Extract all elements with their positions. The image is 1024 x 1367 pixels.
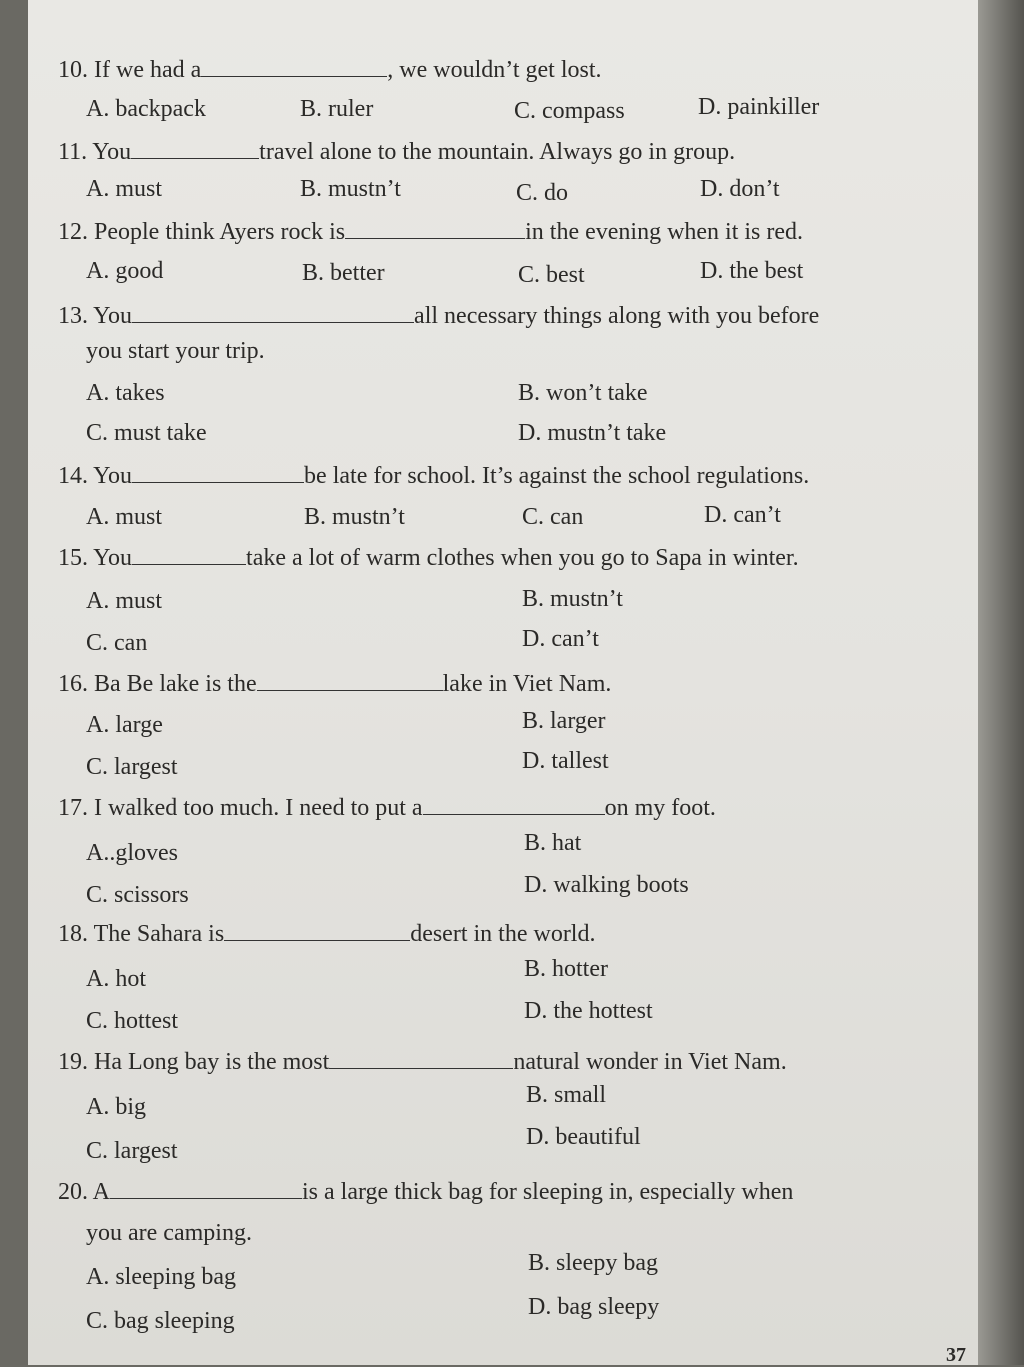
option: A. big: [86, 1094, 146, 1120]
answer-blank: [132, 302, 414, 323]
question-14: 14. You be late for school. It’s against the school regulations.: [58, 463, 810, 489]
option: C. scissors: [86, 882, 189, 908]
worksheet-page: [28, 0, 978, 1365]
question-10: 10. If we had a , we wouldn’t get lost.: [58, 57, 602, 83]
answer-blank: [329, 1048, 513, 1069]
question-13: 13. You all necessary things along with you before: [58, 303, 820, 329]
page-number: 37: [946, 1344, 966, 1366]
option: D. tallest: [522, 748, 609, 774]
answer-blank: [257, 670, 443, 691]
option: C. must take: [86, 420, 207, 446]
option: A. hot: [86, 966, 146, 992]
question-19: 19. Ha Long bay is the most natural wonder in Viet Nam.: [58, 1049, 787, 1075]
option: D. don’t: [700, 176, 780, 202]
answer-blank: [131, 138, 259, 159]
option: A. sleeping bag: [86, 1264, 236, 1290]
option: B. hotter: [524, 956, 608, 982]
option: B. mustn’t: [522, 586, 623, 612]
option: A. must: [86, 588, 163, 614]
option: B. hat: [524, 830, 582, 856]
option: B. mustn’t: [300, 176, 401, 202]
option: A. must: [86, 504, 163, 530]
page-edge-shadow: [978, 0, 1024, 1365]
answer-blank: [201, 56, 387, 77]
option: A. good: [86, 258, 164, 284]
option: D. painkiller: [698, 94, 820, 120]
option: C. compass: [514, 98, 625, 124]
option: A. backpack: [86, 96, 206, 122]
option: C. hottest: [86, 1008, 179, 1034]
option: D. the hottest: [524, 998, 653, 1024]
option: C. largest: [86, 754, 178, 780]
option: B. mustn’t: [304, 504, 405, 530]
option: D. bag sleepy: [528, 1294, 660, 1320]
answer-blank: [110, 1178, 302, 1199]
option: B. ruler: [300, 96, 374, 122]
answer-blank: [224, 920, 410, 941]
option: D. the best: [700, 258, 804, 284]
answer-blank: [132, 544, 246, 565]
option: C. bag sleeping: [86, 1308, 235, 1334]
option: B. won’t take: [518, 380, 648, 406]
question-15: 15. You take a lot of warm clothes when you go to Sapa in winter.: [58, 545, 799, 571]
option: A. large: [86, 712, 163, 738]
option: D. can’t: [522, 626, 599, 652]
answer-blank: [132, 462, 304, 483]
answer-blank: [423, 794, 605, 815]
option: D. mustn’t take: [518, 420, 667, 446]
question-20: 20. A is a large thick bag for sleeping in, especially when: [58, 1179, 794, 1205]
option: B. small: [526, 1082, 607, 1108]
option: B. larger: [522, 708, 606, 734]
option: A. takes: [86, 380, 165, 406]
option: C. can: [86, 630, 148, 656]
option: D. beautiful: [526, 1124, 641, 1150]
answer-blank: [345, 218, 525, 239]
option: C. do: [516, 180, 569, 206]
option: C. best: [518, 262, 585, 288]
option: D. walking boots: [524, 872, 689, 898]
option: A. must: [86, 176, 163, 202]
option: B. sleepy bag: [528, 1250, 658, 1276]
question-11: 11. You travel alone to the mountain. Always go in group.: [58, 139, 736, 165]
question-13-continuation: you start your trip.: [86, 338, 265, 364]
question-20-continuation: you are camping.: [86, 1220, 252, 1246]
question-12: 12. People think Ayers rock is in the evening when it is red.: [58, 219, 804, 245]
option: C. can: [522, 504, 584, 530]
question-18: 18. The Sahara is desert in the world.: [58, 921, 596, 947]
option: A..gloves: [86, 840, 178, 866]
option: B. better: [302, 260, 385, 286]
option: C. largest: [86, 1138, 178, 1164]
option: D. can’t: [704, 502, 781, 528]
question-17: 17. I walked too much. I need to put a on my foot.: [58, 795, 716, 821]
question-16: 16. Ba Be lake is the lake in Viet Nam.: [58, 671, 612, 697]
